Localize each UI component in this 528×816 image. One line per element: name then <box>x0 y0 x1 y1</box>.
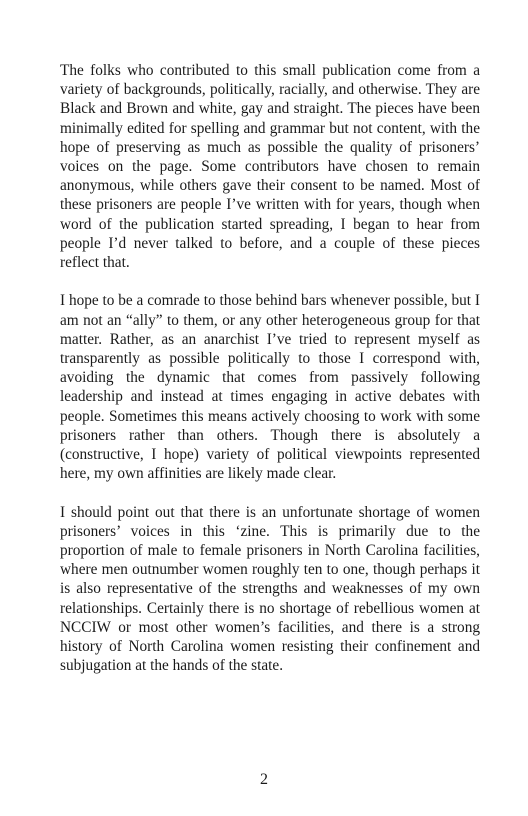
paragraph-women-prisoners: I should point out that there is an unfortunate shortage of women prisoners’ voices in this ‘zine. This is primarily due to the proportion of male to female prisoners in North Carolina facilities, where men outnumber women roughly ten to one, though perhaps it is also representative of the strengths and weaknesses of my own relationships. Certainly there is no shortage of rebellious women at NCCIW or most other women’s facilities, and there is a strong history of North Carolina women resisting their confinement and subjugation at the hands of the state. <box>60 503 480 675</box>
paragraph-comrade: I hope to be a comrade to those behind bars whenever possible, but I am not an “ally” to them, or any other heterogeneous group for that matter. Rather, as an anarchist I’ve tried to represent myself as transparently as possible politically to those I correspond with, avoiding the dynamic that comes from passively following leadership and instead at times engaging in active debates with people. Sometimes this means actively choosing to work with some prisoners rather than others. Though there is absolutely a (constructive, I hope) variety of political viewpoints represented here, my own affinities are likely made clear. <box>60 292 480 483</box>
page-number: 2 <box>260 771 268 788</box>
page-body <box>60 61 480 675</box>
paragraph-contributors: The folks who contributed to this small publication come from a variety of backgrounds, politically, racially, and otherwise. They are Black and Brown and white, gay and straight. The pieces have been minimally edited for spelling and grammar but not content, with the hope of preserving as much as possible the quality of prisoners’ voices on the page. Some contributors have chosen to remain anonymous, while others gave their consent to be named. Most of these prisoners are people I’ve written with for years, though when word of the publication started spreading, I began to hear from people I’d never talked to before, and a couple of these pieces reflect that. <box>60 62 480 272</box>
